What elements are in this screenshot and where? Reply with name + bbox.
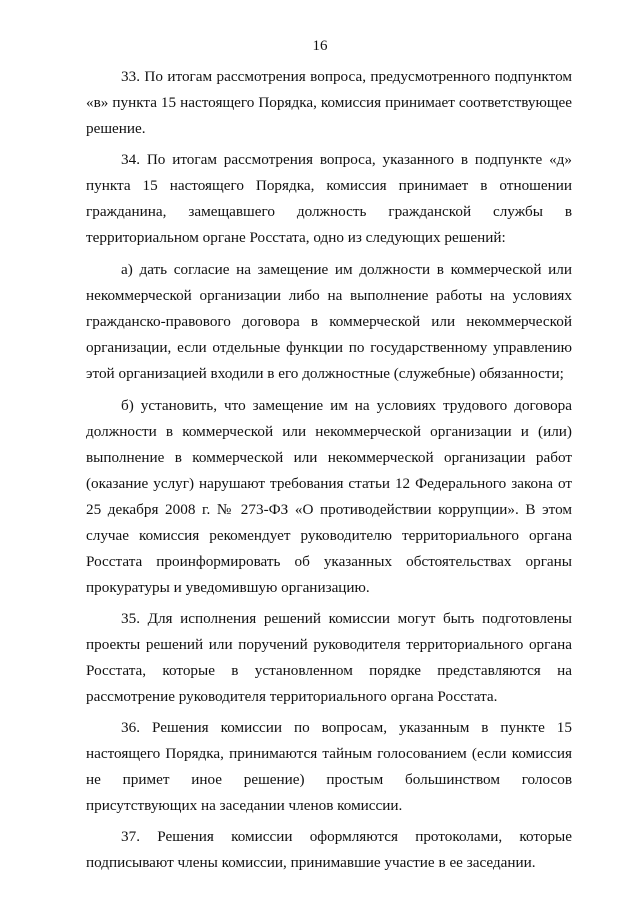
paragraph-34: 34. По итогам рассмотрения вопроса, указанного в подпункте «д» пункта 15 настоящего Порядка, комиссия принимает в отношении гражданина, замещавшего должность гражданской службы в территориальном органе Росстата, одно из следующих решений: — [86, 151, 572, 246]
paragraph-34-subitem-a: а) дать согласие на замещение им должности в коммерческой или некоммерческой организации либо на выполнение работы на условиях гражданско-правового договора в коммерческой или некоммерческой организации, если отдельные функции по государственному управлению этой организацией входили в его должностные (служебные) обязанности; — [86, 261, 572, 382]
paragraph-34-subitem-b: б) установить, что замещение им на условиях трудового договора должности в коммерческой или некоммерческой организации и (или) выполнение в коммерческой или некоммерческой организации работ (оказание услуг) нарушают требования статьи 12 Федерального закона от 25 декабря 2008 г. № 273-ФЗ «О противодействии коррупции». В этом случае комиссия рекомендует руководителю территориального органа Росстата проинформировать об указанных обстоятельствах органы прокуратуры и уведомившую организацию. — [86, 397, 572, 596]
paragraph-35: 35. Для исполнения решений комиссии могут быть подготовлены проекты решений или поручений руководителя территориального органа Росстата, которые в установленном порядке представляются на рассмотрение руководителя территориального органа Росстата. — [86, 610, 572, 705]
paragraph-37: 37. Решения комиссии оформляются протоколами, которые подписывают члены комиссии, принимавшие участие в ее заседании. — [86, 828, 572, 871]
page-number: 16 — [312, 38, 328, 54]
paragraph-33: 33. По итогам рассмотрения вопроса, предусмотренного подпунктом «в» пункта 15 настоящего Порядка, комиссия принимает соответствующее решение. — [86, 68, 572, 137]
document-body — [86, 64, 572, 876]
paragraph-36: 36. Решения комиссии по вопросам, указанным в пункте 15 настоящего Порядка, принимаются тайным голосованием (если комиссия не примет иное решение) простым большинством голосов присутствующих на заседании членов комиссии. — [86, 719, 572, 814]
